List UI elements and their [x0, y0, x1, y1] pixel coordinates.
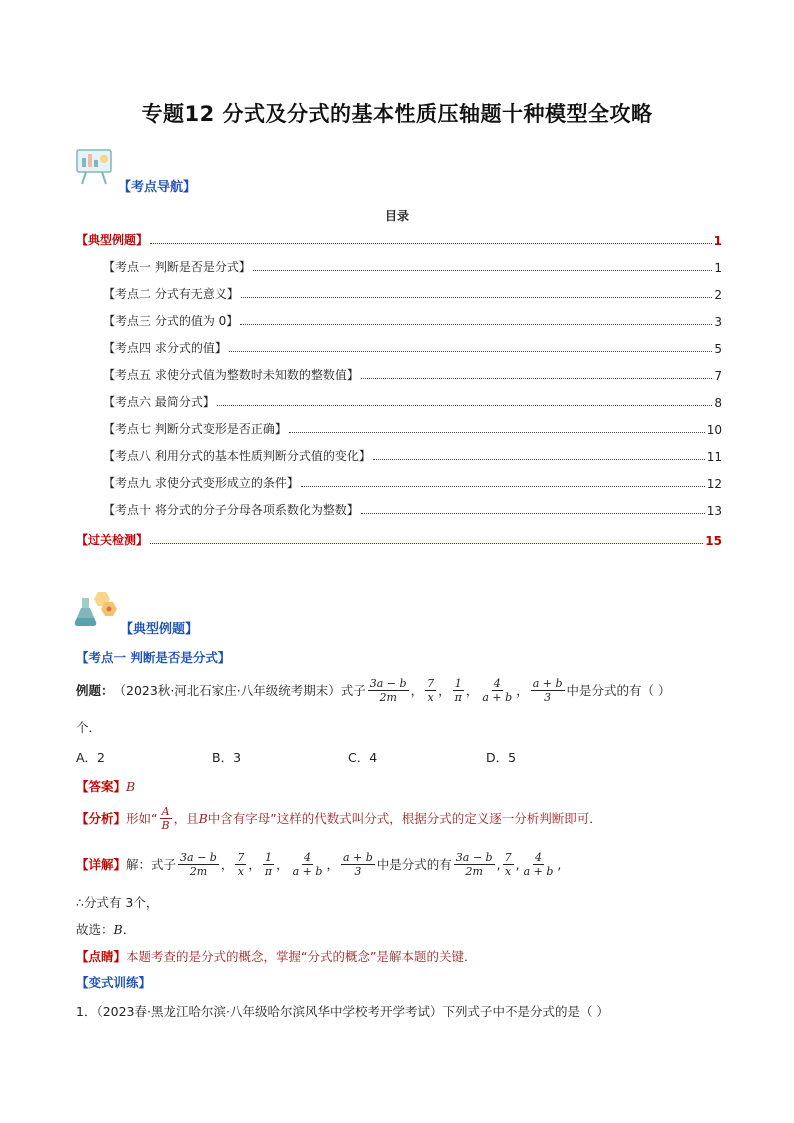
whiteboard-icon — [74, 146, 116, 186]
option-b: B．3 — [212, 750, 242, 765]
fraction: $\frac{3a - b}{2m}$ — [455, 850, 493, 878]
point-heading: 【考点一 判断是否是分式】 — [76, 650, 231, 665]
option-a: A．2 — [76, 750, 106, 765]
toc-item[interactable]: 【考点一 判断是否是分式】 1 — [103, 260, 722, 275]
example-question: 例题： （2023秋·河北石家庄·八年级统考期末）式子 $\frac{3a - b}{2m}$ ， $\frac{7}{x}$ ， $\frac{1}{\pi}$ ， $\frac{4}{a + b}$ ， $\frac{a + b}{3}$ 中是分式的有（ ） — [76, 676, 671, 704]
answer-line: 【答案】 B — [76, 778, 136, 794]
variant-heading: 【变式训练】 — [76, 975, 152, 990]
variant-question: 1．（2023春·黑龙江哈尔滨·八年级哈尔滨风华中学校考开学考试）下列式子中不是分式的是（ ） — [76, 1004, 609, 1019]
fraction: $\frac{7}{x}$ — [504, 850, 512, 878]
toc-item[interactable]: 【考点七 判断分式变形是否正确】 10 — [103, 422, 722, 437]
toc-title: 目录 — [384, 209, 409, 223]
toc-item[interactable]: 【考点十 将分式的分子分母各项系数化为整数】 13 — [103, 503, 722, 518]
fraction: $\frac{a + b}{3}$ — [532, 676, 563, 704]
fraction: $\frac{7}{x}$ — [237, 850, 245, 878]
nav-heading: 【考点导航】 — [118, 180, 197, 195]
toc-item[interactable]: 【考点八 利用分式的基本性质判断分式值的变化】 11 — [103, 449, 722, 464]
toc-item[interactable]: 【考点四 求分式的值】 5 — [103, 341, 722, 356]
fraction: $\frac{3a - b}{2m}$ — [180, 850, 217, 878]
count-line: ∴分式有 3个， — [76, 895, 159, 910]
toc-item[interactable]: 【考点九 求使分式变形成立的条件】 12 — [103, 476, 722, 491]
toc-item[interactable]: 【过关检测】 15 — [76, 533, 722, 548]
detail-line: 【详解】 解：式子 $\frac{3a - b}{2m}$ ， $\frac{7}{x}$ ， $\frac{1}{\pi}$ ， $\frac{4}{a + b}$ ， $\frac{a + b}{3}$ 中是分式的有 $\frac{3a - b}{2m}$ , $\frac{7}{x}$ , $\frac{4}{a + b}$ , — [76, 850, 562, 878]
toc-item[interactable]: 【考点六 最简分式】 8 — [103, 395, 722, 410]
fraction: $\frac{1}{\pi}$ — [454, 676, 462, 704]
option-c: C．4 — [348, 750, 378, 765]
fraction: $\frac{4}{a + b}$ — [482, 676, 513, 704]
fraction: $\frac{3a - b}{2m}$ — [369, 676, 407, 704]
choose-line: 故选： B ． — [76, 921, 136, 937]
fraction: $\frac{A}{B}$ — [161, 804, 170, 832]
toc-item[interactable]: 【考点三 分式的值为 0】 3 — [103, 314, 722, 329]
fraction: $\frac{1}{\pi}$ — [264, 850, 273, 878]
fraction: $\frac{7}{x}$ — [427, 676, 435, 704]
example-continuation: 个． — [76, 720, 102, 735]
flask-hexagon-icon — [72, 588, 118, 630]
fraction: $\frac{a + b}{3}$ — [342, 850, 373, 878]
fraction: $\frac{4}{a + b}$ — [523, 850, 554, 878]
analysis-line: 【分析】 形如“ $\frac{A}{B}$ ，且 B 中含有字母”这样的代数式叫分式，根据分式的定义逐一分析判断即可． — [76, 804, 602, 832]
toc-item[interactable]: 【典型例题】 1 — [76, 233, 722, 248]
comment-line: 【点睛】 本题考查的是分式的概念，掌握“分式的概念”是解本题的关键． — [76, 949, 477, 964]
toc-item[interactable]: 【考点五 求使分式值为整数时未知数的整数值】 7 — [103, 368, 722, 383]
option-d: D．5 — [486, 750, 517, 765]
fraction: $\frac{4}{a + b}$ — [292, 850, 323, 878]
toc-item[interactable]: 【考点二 分式有无意义】 2 — [103, 287, 722, 302]
section-heading: 【典型例题】 — [120, 622, 199, 637]
page-title: 专题12 分式及分式的基本性质压轴题十种模型全攻略 — [141, 102, 653, 126]
